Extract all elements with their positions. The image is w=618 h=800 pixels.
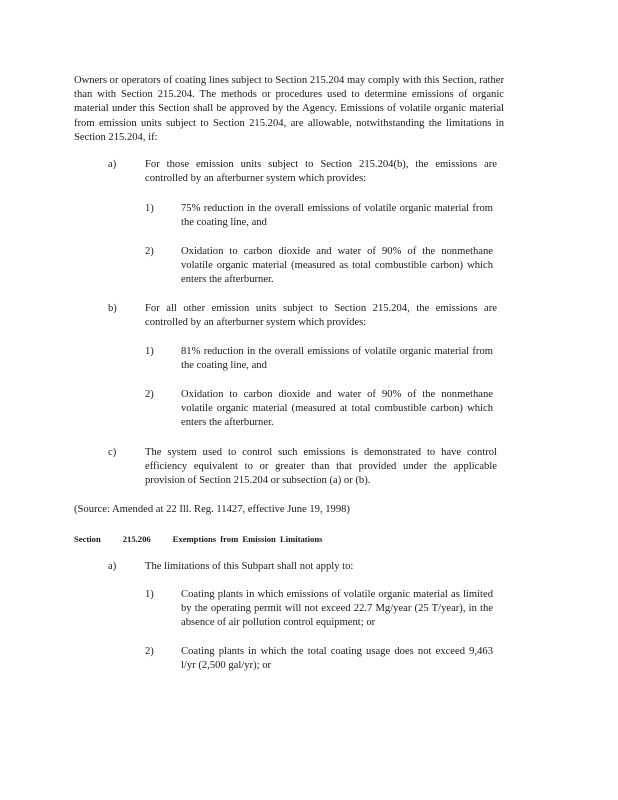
item-b-marker: b) xyxy=(108,303,117,314)
section-item-a2-marker: 2) xyxy=(145,646,154,657)
item-a1-marker: 1) xyxy=(145,203,154,214)
item-a2-marker: 2) xyxy=(145,246,154,257)
item-c-text: The system used to control such emissions is demonstrated to have control efficiency equivalent to or greater than that provided under the applicable provision of Section 215.204 or subsection (a) or (b). xyxy=(145,447,497,487)
section-title: Exemptions from Emission Limitations xyxy=(172,534,323,544)
section-item-a2-text: Coating plants in which the total coating usage does not exceed 9,463 l/yr (2,500 gal/yr); or xyxy=(181,646,493,672)
section-item-a1-text: Coating plants in which emissions of volatile organic material as limited by the operating permit will not exceed 22.7 Mg/year (25 T/year), in the absence of air pollution control equipment; or xyxy=(181,589,493,629)
section-heading xyxy=(74,532,494,546)
item-b2-text: Oxidation to carbon dioxide and water of 90% of the nonmethane volatile organic material (measured at total combustible carbon) which enters the afterburner. xyxy=(181,389,493,429)
source-note: (Source: Amended at 22 Ill. Reg. 11427, effective June 19, 1998) xyxy=(74,504,350,515)
item-b-text: For all other emission units subject to Section 215.204, the emissions are controlled by an afterburner system which provides: xyxy=(145,303,497,329)
item-b1-marker: 1) xyxy=(145,346,154,357)
item-a2-text: Oxidation to carbon dioxide and water of 90% of the nonmethane volatile organic material (measured as total combustible carbon) which enters the afterburner. xyxy=(181,246,493,286)
section-number: 215.206 xyxy=(122,534,151,544)
item-c-marker: c) xyxy=(108,447,117,458)
item-b1-text: 81% reduction in the overall emissions of volatile organic material from the coating line, and xyxy=(181,346,493,372)
item-a1-text: 75% reduction in the overall emissions of volatile organic material from the coating line, and xyxy=(181,203,493,229)
section-item-a-text: The limitations of this Subpart shall not apply to: xyxy=(145,561,354,572)
item-a-marker: a) xyxy=(108,159,117,170)
item-b2-marker: 2) xyxy=(145,389,154,400)
item-a-text: For those emission units subject to Section 215.204(b), the emissions are controlled by an afterburner system which provides: xyxy=(145,159,497,185)
section-item-a-marker: a) xyxy=(108,561,117,572)
section-label: Section xyxy=(74,534,101,544)
section-item-a1-marker: 1) xyxy=(145,589,154,600)
intro-paragraph: Owners or operators of coating lines subject to Section 215.204 may comply with this Section, rather than with Section 215.204. The methods or procedures used to determine emissions of organic material under this Section shall be approved by the Agency. Emissions of volatile organic material from emission units subject to Section 215.204, are allowable, notwithstanding the limitations in Section 215.204, if: xyxy=(74,75,504,143)
